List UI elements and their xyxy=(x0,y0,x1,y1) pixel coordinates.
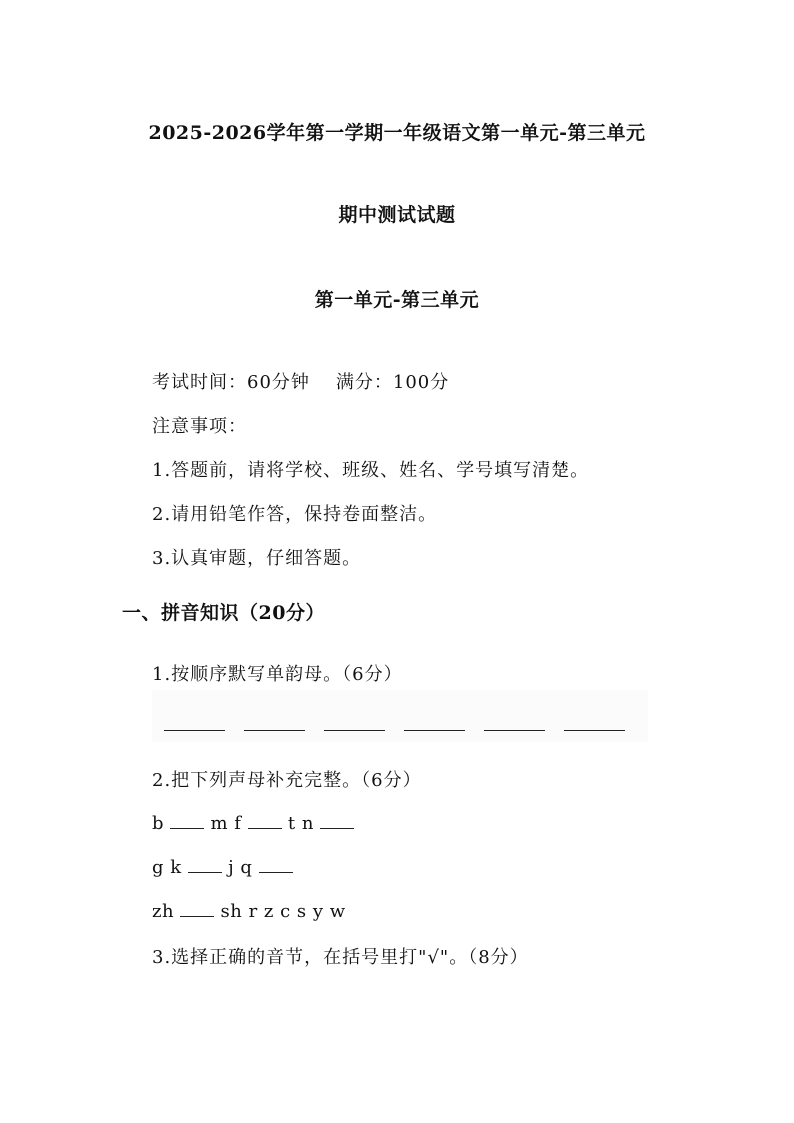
exam-info-line xyxy=(152,368,449,394)
exam-title-line3: 第一单元-第三单元 xyxy=(314,289,480,311)
exam-title-line2: 期中测试试题 xyxy=(338,204,456,226)
answer-blank[interactable] xyxy=(564,702,625,731)
notes-heading: 注意事项： xyxy=(152,416,247,437)
question-1: 1.按顺序默写单韵母。（6分） xyxy=(152,664,403,685)
fill-blank[interactable] xyxy=(188,856,222,873)
fill-blank[interactable] xyxy=(180,900,214,917)
question-3: 3.选择正确的音节，在括号里打"√"。（8分） xyxy=(152,947,529,968)
fill-blank[interactable] xyxy=(170,812,204,829)
initials-row-1: b m f t n xyxy=(152,812,354,834)
note-item: 2.请用铅笔作答，保持卷面整洁。 xyxy=(152,504,438,525)
answer-blank[interactable] xyxy=(324,702,385,731)
fill-blank[interactable] xyxy=(320,812,354,829)
note-item: 1.答题前，请将学校、班级、姓名、学号填写清楚。 xyxy=(152,460,590,481)
fill-blank[interactable] xyxy=(259,856,293,873)
time-label: 考试时间：60分钟 xyxy=(152,372,310,393)
initials-row-2: g k j q xyxy=(152,856,293,878)
answer-blank[interactable] xyxy=(164,702,225,731)
section-heading: 一、拼音知识（20分） xyxy=(122,602,325,624)
score-label: 满分：100分 xyxy=(335,372,450,393)
question-2: 2.把下列声母补充完整。（6分） xyxy=(152,770,422,791)
answer-blank[interactable] xyxy=(244,702,305,731)
note-item: 3.认真审题，仔细答题。 xyxy=(152,548,362,569)
answer-blanks-row xyxy=(152,690,648,742)
exam-title-line1: 2025-2026学年第一学期一年级语文第一单元-第三单元 xyxy=(148,122,646,144)
answer-blank[interactable] xyxy=(404,702,465,731)
initials-row-3: zh sh r z c s y w xyxy=(152,901,346,922)
fill-blank[interactable] xyxy=(248,812,282,829)
answer-blank[interactable] xyxy=(484,702,545,731)
